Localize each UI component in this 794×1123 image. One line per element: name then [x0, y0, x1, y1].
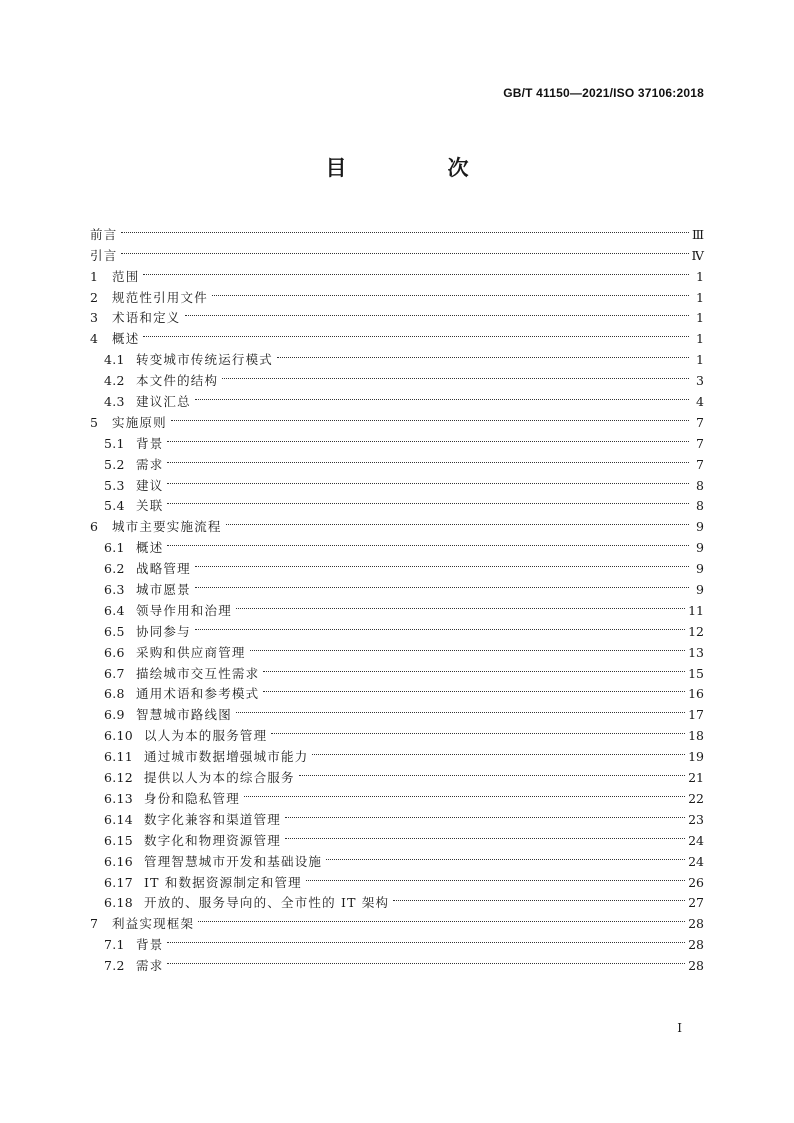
toc-entry-page: 9: [696, 540, 704, 556]
toc-leader-dots: [312, 740, 685, 761]
toc-leader-dots: [195, 385, 689, 406]
toc-leader-dots: [271, 719, 685, 740]
toc-leader-dots: [236, 698, 685, 719]
toc-entry-page: 19: [688, 749, 704, 765]
toc-entry-title: 城市愿景: [136, 582, 191, 598]
toc-entry-number: 6: [90, 519, 99, 535]
toc-entry[interactable]: [90, 552, 704, 577]
toc-leader-dots: [171, 406, 689, 427]
toc-entry[interactable]: [90, 322, 704, 347]
toc-leader-dots: [121, 218, 689, 239]
toc-entry[interactable]: [90, 427, 704, 451]
toc-entry-number: 6.2: [104, 561, 125, 577]
toc-entry-number: 5: [90, 414, 99, 430]
toc-leader-dots: [167, 490, 689, 511]
toc-entry-page: 28: [688, 958, 704, 974]
toc-entry[interactable]: [90, 510, 704, 535]
toc-entry-page: 1: [696, 289, 704, 305]
toc-entry-number: 6.8: [104, 686, 125, 702]
toc-entry-title: 数字化和物理资源管理: [144, 832, 282, 848]
toc-entry-number: 6.15: [104, 832, 134, 848]
toc-entry-title: 提供以人为本的综合服务: [144, 770, 295, 786]
toc-entry-page: 11: [688, 602, 704, 618]
toc-entry-title: 关联: [136, 498, 164, 514]
toc-leader-dots: [143, 322, 689, 343]
toc-entry-page: 18: [688, 728, 704, 744]
toc-entry-number: 6.9: [104, 707, 125, 723]
toc-entry-page: 27: [688, 895, 704, 911]
toc-leader-dots: [195, 573, 689, 594]
toc-entry-number: 2: [90, 289, 99, 305]
toc-entry[interactable]: [90, 949, 704, 974]
toc-entry-title: 概述: [112, 331, 140, 347]
toc-entry-page: 13: [688, 644, 704, 660]
toc-entry-number: 6.6: [104, 644, 125, 660]
toc-leader-dots: [198, 907, 685, 928]
toc-entry-title: 转变城市传统运行模式: [136, 352, 274, 368]
toc-entry-number: 4.2: [104, 373, 125, 389]
toc-entry-number: 7: [90, 916, 99, 932]
toc-entry-title: IT 和数据资源制定和管理: [144, 874, 302, 890]
toc-entry-number: 7.2: [104, 958, 125, 974]
toc-leader-dots: [212, 281, 689, 302]
toc-leader-dots: [263, 657, 685, 678]
toc-entry-title: 以人为本的服务管理: [144, 728, 268, 744]
toc-entry-page: 1: [696, 352, 704, 368]
toc-entry-title: 智慧城市路线图: [136, 707, 232, 723]
toc-entry[interactable]: [90, 406, 704, 430]
toc-leader-dots: [226, 510, 689, 531]
toc-leader-dots: [244, 782, 685, 803]
toc-entry-title: 范围: [112, 268, 140, 284]
toc-entry-title: 通过城市数据增强城市能力: [144, 749, 309, 765]
toc-entry-number: 6.18: [104, 895, 134, 911]
toc-entry-number: 6.12: [104, 770, 134, 786]
toc-entry-page: 22: [688, 790, 704, 806]
toc-entry-page: 1: [696, 331, 704, 347]
toc-entry-page: 9: [696, 561, 704, 577]
toc-entry-number: 5.1: [104, 435, 125, 451]
toc-entry-title: 管理智慧城市开发和基础设施: [144, 853, 323, 869]
toc-entry-page: 28: [688, 916, 704, 932]
toc-leader-dots: [167, 531, 689, 552]
toc-entry-page: 12: [688, 623, 704, 639]
toc-entry-title: 术语和定义: [112, 310, 181, 326]
toc-entry-title: 实施原则: [112, 414, 167, 430]
toc-entry-title: 概述: [136, 540, 164, 556]
toc-entry-number: 7.1: [104, 937, 125, 953]
toc-entry-number: 6.16: [104, 853, 134, 869]
toc-entry-number: 6.4: [104, 602, 125, 618]
toc-entry-title: 引言: [90, 247, 118, 263]
toc-entry-page: 9: [696, 582, 704, 598]
toc-entry-number: 4: [90, 331, 99, 347]
toc-entry-page: Ⅲ: [691, 226, 704, 242]
toc-leader-dots: [167, 928, 685, 949]
toc-entry-title: 身份和隐私管理: [144, 790, 240, 806]
toc-entry-number: 5.3: [104, 477, 125, 493]
toc-entry-page: 24: [688, 853, 704, 869]
toc-entry-page: 28: [688, 937, 704, 953]
toc-entry-title: 数字化兼容和渠道管理: [144, 811, 282, 827]
toc-entry-number: 4.1: [104, 352, 125, 368]
toc-entry-number: 6.5: [104, 623, 125, 639]
toc-entry-title: 背景: [136, 937, 164, 953]
toc-entry-number: 5.2: [104, 456, 125, 472]
toc-entry-page: 7: [696, 435, 704, 451]
toc-entry-number: 6.1: [104, 540, 125, 556]
toc-entry-page: 8: [696, 477, 704, 493]
page-title: 目 次: [325, 156, 509, 180]
toc-entry[interactable]: [90, 281, 704, 305]
toc-entry-number: 6.3: [104, 582, 125, 598]
toc-entry[interactable]: [90, 260, 704, 284]
toc-leader-dots: [250, 636, 685, 657]
toc-entry-number: 6.13: [104, 790, 134, 806]
toc-entry-page: 7: [696, 456, 704, 472]
toc-entry[interactable]: [90, 531, 704, 556]
toc-leader-dots: [393, 887, 685, 908]
toc-entry-page: 4: [696, 394, 704, 410]
toc-entry-title: 采购和供应商管理: [136, 644, 246, 660]
toc-entry[interactable]: [90, 928, 704, 953]
toc-entry-title: 开放的、服务导向的、全市性的 IT 架构: [144, 895, 390, 911]
toc-leader-dots: [306, 866, 685, 887]
toc-entry-title: 规范性引用文件: [112, 289, 208, 305]
toc-leader-dots: [167, 427, 689, 448]
toc-entry-page: 1: [696, 310, 704, 326]
toc-entry[interactable]: [90, 343, 704, 368]
toc-entry-number: 6.10: [104, 728, 134, 744]
toc-leader-dots: [285, 803, 685, 824]
toc-leader-dots: [285, 824, 685, 845]
toc-entry-number: 5.4: [104, 498, 125, 514]
toc-entry-title: 前言: [90, 226, 118, 242]
toc-entry[interactable]: [90, 448, 704, 472]
toc-leader-dots: [222, 364, 689, 385]
toc-entry-page: 8: [696, 498, 704, 514]
toc-entry[interactable]: [90, 218, 704, 242]
toc-entry-page: 1: [696, 268, 704, 284]
toc-entry-title: 需求: [136, 456, 164, 472]
page-number: I: [677, 1021, 682, 1035]
toc-entry-title: 战略管理: [136, 561, 191, 577]
toc-entry[interactable]: [90, 469, 704, 493]
toc-entry-title: 协同参与: [136, 623, 191, 639]
toc-leader-dots: [185, 302, 689, 323]
toc-entry-title: 描绘城市交互性需求: [136, 665, 260, 681]
toc-entry-title: 需求: [136, 958, 164, 974]
toc-entry-page: 17: [688, 707, 704, 723]
toc-entry-number: 6.14: [104, 811, 134, 827]
toc-entry-page: 24: [688, 832, 704, 848]
toc-leader-dots: [143, 260, 689, 281]
toc-entry-title: 利益实现框架: [112, 916, 195, 932]
standard-code-header: GB/T 41150—2021/ISO 37106:2018: [503, 86, 704, 100]
toc-entry-page: Ⅳ: [691, 247, 704, 263]
toc-leader-dots: [167, 448, 689, 469]
toc-entry-title: 领导作用和治理: [136, 602, 232, 618]
toc-entry-page: 7: [696, 414, 704, 430]
toc-leader-dots: [167, 949, 685, 970]
toc-leader-dots: [277, 343, 689, 364]
toc-entry-number: 6.17: [104, 874, 134, 890]
toc-entry[interactable]: [90, 490, 704, 514]
toc-entry-title: 本文件的结构: [136, 373, 219, 389]
toc-entry-number: 1: [90, 268, 99, 284]
toc-entry-page: 9: [696, 519, 704, 535]
toc-entry-number: 3: [90, 310, 99, 326]
toc-entry-number: 6.7: [104, 665, 125, 681]
toc-entry-number: 4.3: [104, 394, 125, 410]
toc-leader-dots: [326, 845, 685, 866]
toc-entry[interactable]: [90, 239, 704, 263]
toc-entry-title: 城市主要实施流程: [112, 519, 222, 535]
toc-entry-title: 背景: [136, 435, 164, 451]
toc-leader-dots: [236, 594, 685, 615]
toc-entry-page: 23: [688, 811, 704, 827]
toc-entry-page: 26: [688, 874, 704, 890]
toc-leader-dots: [121, 239, 688, 260]
toc-leader-dots: [195, 552, 689, 573]
toc-leader-dots: [263, 678, 685, 699]
toc-entry-page: 21: [688, 770, 704, 786]
toc-entry-number: 6.11: [104, 749, 134, 765]
toc-entry-title: 建议汇总: [136, 394, 191, 410]
toc-entry-page: 16: [688, 686, 704, 702]
table-of-contents: [90, 218, 704, 974]
toc-leader-dots: [195, 615, 685, 636]
toc-entry-page: 15: [688, 665, 704, 681]
toc-entry-title: 通用术语和参考模式: [136, 686, 260, 702]
toc-entry-page: 3: [696, 373, 704, 389]
toc-leader-dots: [167, 469, 689, 490]
toc-leader-dots: [299, 761, 685, 782]
toc-entry-title: 建议: [136, 477, 164, 493]
